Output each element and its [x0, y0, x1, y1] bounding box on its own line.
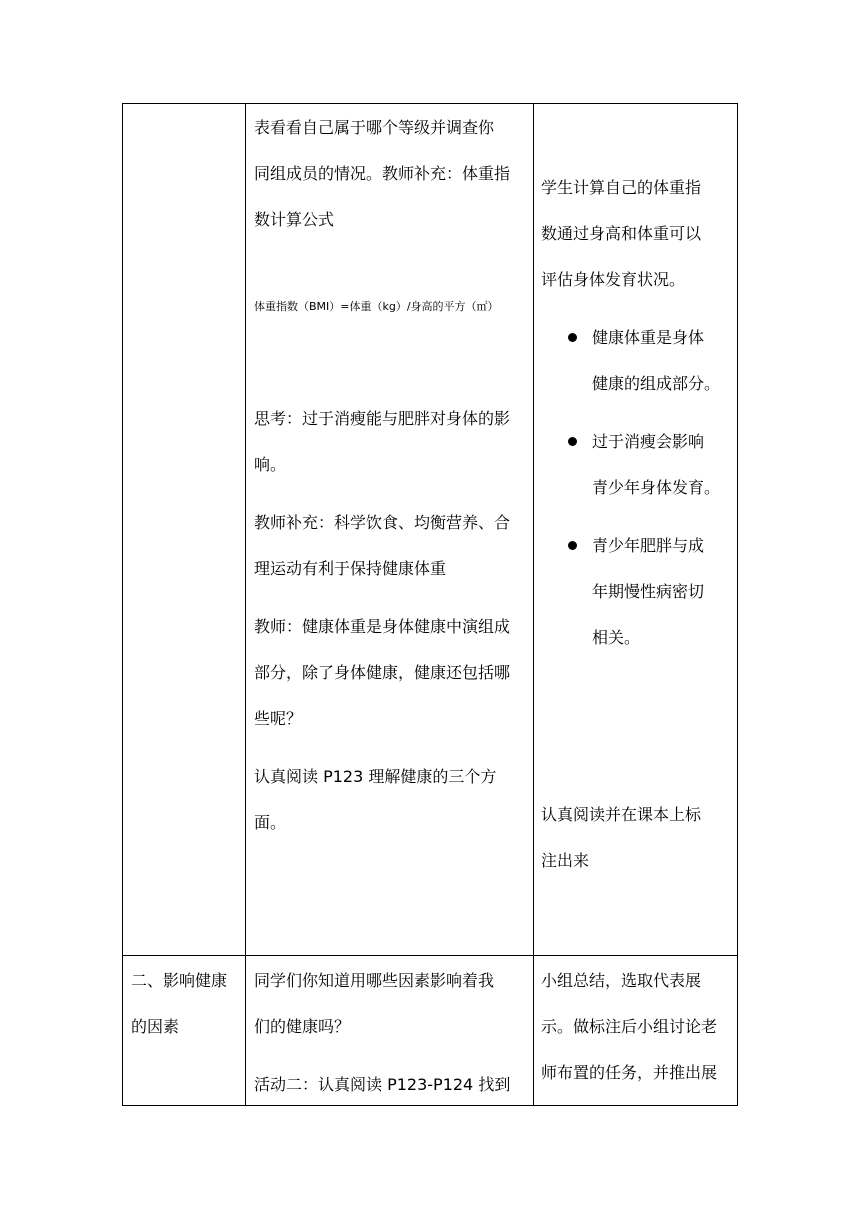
- section-heading-line: 二、影响健康: [131, 971, 228, 990]
- bullet-dot: [568, 541, 577, 550]
- section-heading-line: 的因素: [131, 1017, 180, 1036]
- cell-text-line: 活动二：认真阅读 P123-P124 找到: [254, 1075, 511, 1094]
- bullet-text-line: 健康的组成部分。: [592, 374, 721, 393]
- bmi-formula: 体重指数（BMI）=体重（kg）/身高的平方（㎡）: [254, 300, 499, 313]
- cell-text-line: 响。: [254, 455, 287, 474]
- cell-text-line: 教师补充：科学饮食、均衡营养、合: [254, 513, 511, 532]
- cell-text-line: 同学们你知道用哪些因素影响着我: [254, 971, 495, 990]
- cell-text-line: 数计算公式: [254, 210, 335, 229]
- cell-text-line: 理运动有利于保持健康体重: [254, 559, 447, 578]
- bullet-text-line: 年期慢性病密切: [592, 582, 705, 601]
- bullet-text-line: 健康体重是身体: [592, 328, 705, 347]
- cell-text-line: 认真阅读 P123 理解健康的三个方: [254, 767, 497, 786]
- cell-text-line: 思考：过于消瘦能与肥胖对身体的影: [254, 409, 511, 428]
- lesson-table: [122, 103, 738, 1106]
- cell-text-line: 表看看自己属于哪个等级并调查你: [254, 118, 495, 137]
- cell-text-line: 同组成员的情况。教师补充：体重指: [254, 164, 511, 183]
- cell-text-line: 面。: [254, 813, 287, 832]
- cell-text-line: 师布置的任务，并推出展: [541, 1063, 718, 1082]
- cell-text-line: 部分，除了身体健康，健康还包括哪: [254, 663, 511, 682]
- bullet-dot: [568, 437, 577, 446]
- cell-text-line: 示。做标注后小组讨论老: [541, 1017, 718, 1036]
- cell-text-line: 些呢？: [254, 709, 303, 728]
- bullet-text-line: 过于消瘦会影响: [592, 432, 705, 451]
- cell-text-line: 认真阅读并在课本上标: [541, 805, 702, 824]
- bullet-text-line: 青少年肥胖与成: [592, 536, 705, 555]
- bullet-text-line: 青少年身体发育。: [592, 478, 721, 497]
- bullet-text-line: 相关。: [592, 628, 641, 647]
- row1-col1-cell: [123, 104, 246, 956]
- cell-text-line: 注出来: [541, 851, 590, 870]
- bullet-dot: [568, 333, 577, 342]
- cell-text-line: 数通过身高和体重可以: [541, 224, 702, 243]
- cell-text-line: 评估身体发育状况。: [541, 270, 686, 289]
- cell-text-line: 教师：健康体重是身体健康中演组成: [254, 617, 511, 636]
- cell-text-line: 们的健康吗？: [254, 1017, 351, 1036]
- cell-text-line: 小组总结，选取代表展: [541, 971, 702, 990]
- cell-text-line: 学生计算自己的体重指: [541, 178, 702, 197]
